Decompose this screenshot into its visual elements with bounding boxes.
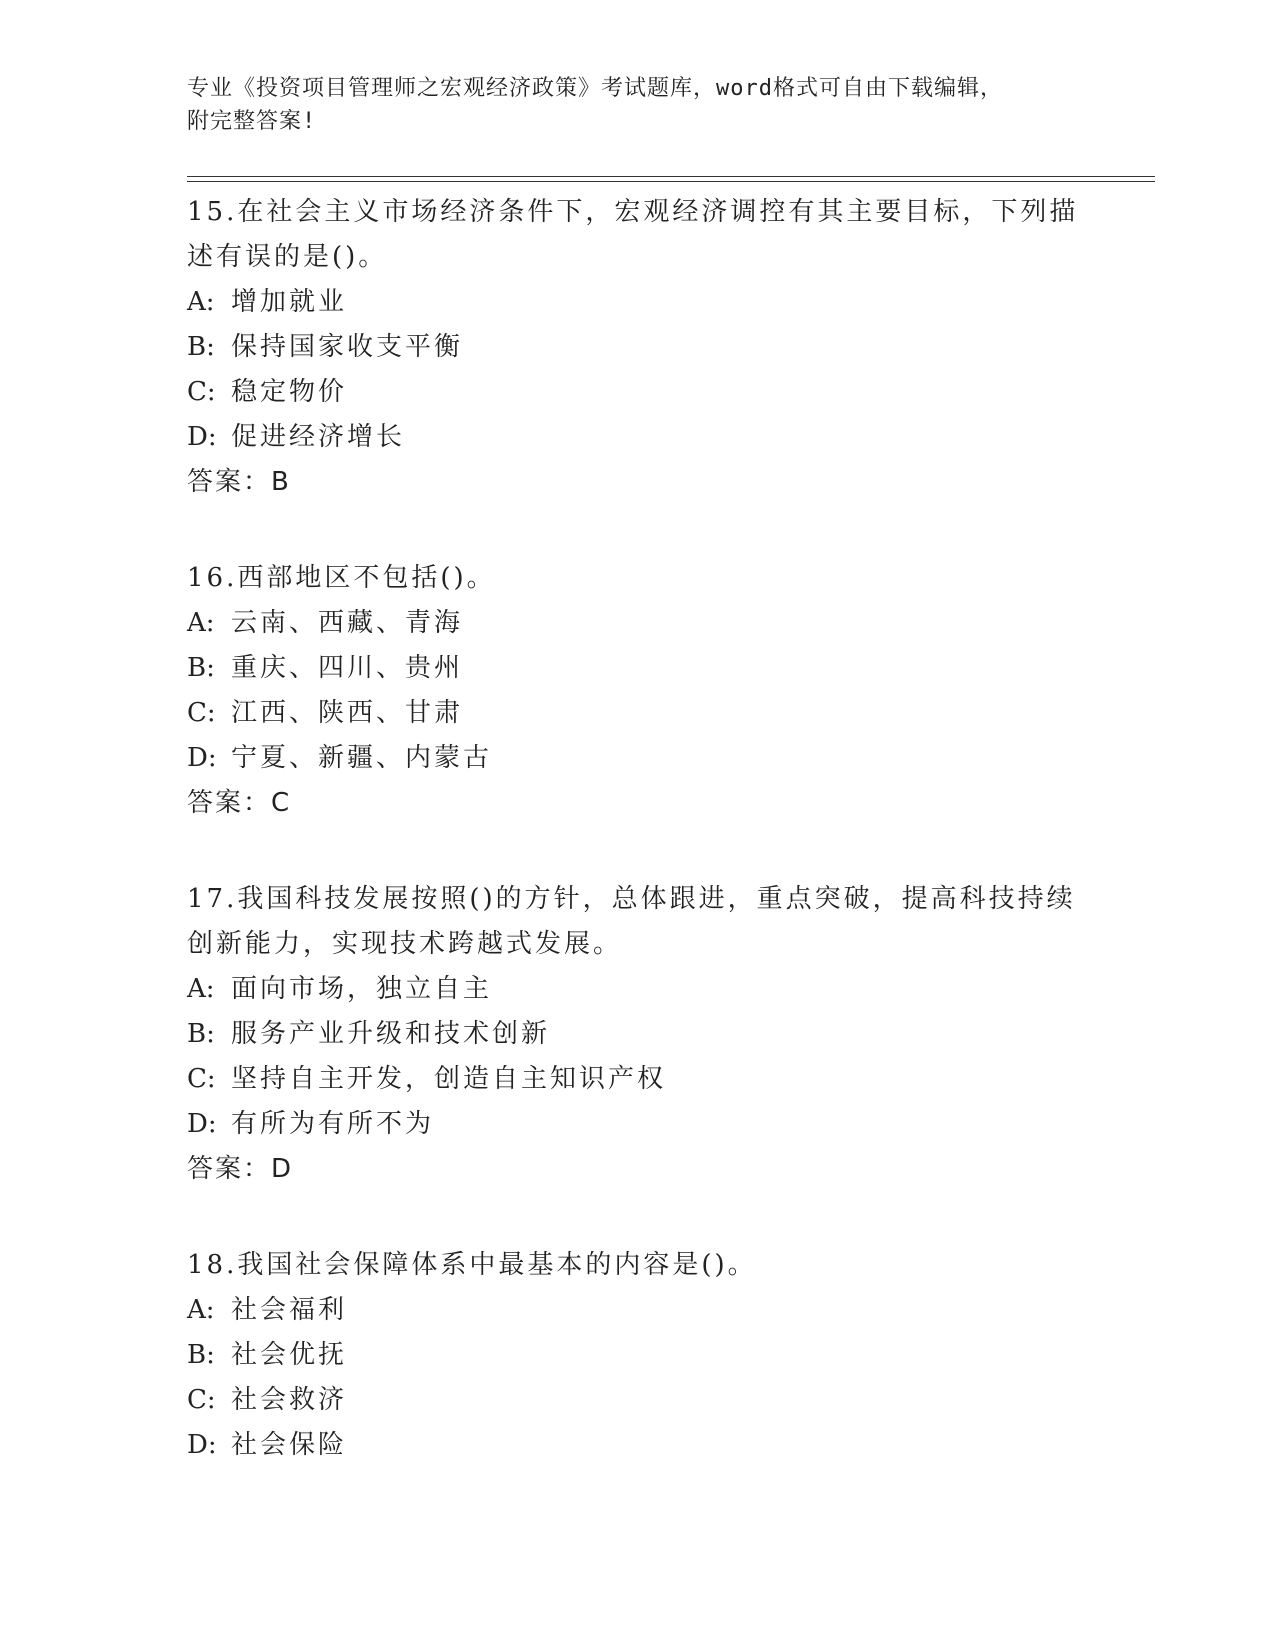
option-text: 社会优抚 bbox=[231, 1340, 348, 1370]
answer-option bbox=[187, 1333, 1087, 1378]
answer-option bbox=[187, 1057, 1087, 1102]
option-text: 坚持自主开发，创造自主知识产权 bbox=[231, 1064, 667, 1094]
answer-key: 答案：C bbox=[187, 788, 292, 818]
option-text: 保持国家收支平衡 bbox=[231, 332, 464, 362]
option-text: 社会福利 bbox=[231, 1295, 348, 1325]
answer-key: 答案：D bbox=[187, 1154, 294, 1184]
question-stem-line: 创新能力，实现技术跨越式发展。 bbox=[187, 929, 623, 959]
question-stem-line: 18.我国社会保障体系中最基本的内容是()。 bbox=[187, 1250, 757, 1280]
header-line-2: 附完整答案! bbox=[187, 109, 317, 134]
option-text: 促进经济增长 bbox=[231, 422, 406, 452]
answer-option bbox=[187, 736, 1087, 781]
question-stem-line: 15.在社会主义市场经济条件下，宏观经济调控有其主要目标，下列描 bbox=[187, 197, 1079, 227]
answer-option bbox=[187, 1378, 1087, 1423]
header-line-1: 专业《投资项目管理师之宏观经济政策》考试题库，word格式可自由下载编辑， bbox=[187, 76, 1003, 101]
option-text: 面向市场，独立自主 bbox=[231, 974, 493, 1004]
question-stem bbox=[187, 877, 1087, 967]
question-stem-line: 17.我国科技发展按照()的方针，总体跟进，重点突破，提高科技持续 bbox=[187, 884, 1076, 914]
option-text: 重庆、四川、贵州 bbox=[231, 653, 464, 683]
option-letter: D: bbox=[187, 743, 217, 773]
answer-option bbox=[187, 967, 1087, 1012]
option-letter: C: bbox=[187, 377, 216, 407]
option-letter: A: bbox=[187, 1295, 215, 1325]
option-letter: D: bbox=[187, 422, 217, 452]
question-spacer bbox=[187, 1192, 1087, 1239]
option-letter: D: bbox=[187, 1109, 217, 1139]
answer-option bbox=[187, 1012, 1087, 1057]
question-block bbox=[187, 190, 1087, 505]
answer-option bbox=[187, 1102, 1087, 1147]
option-text: 宁夏、新疆、内蒙古 bbox=[231, 743, 493, 773]
option-letter: B: bbox=[187, 1340, 215, 1370]
question-stem bbox=[187, 1243, 1087, 1288]
option-text: 江西、陕西、甘肃 bbox=[231, 698, 464, 728]
header-divider-top bbox=[187, 176, 1155, 177]
option-letter: C: bbox=[187, 1064, 216, 1094]
option-letter: D: bbox=[187, 1430, 217, 1460]
answer-option bbox=[187, 415, 1087, 460]
option-letter: B: bbox=[187, 1019, 215, 1049]
answer-option bbox=[187, 601, 1087, 646]
question-stem bbox=[187, 556, 1087, 601]
answer-option bbox=[187, 1288, 1087, 1333]
document-header bbox=[187, 72, 1087, 138]
question-block bbox=[187, 1243, 1087, 1468]
answer-option bbox=[187, 280, 1087, 325]
option-text: 社会救济 bbox=[231, 1385, 348, 1415]
option-letter: A: bbox=[187, 608, 215, 638]
option-letter: A: bbox=[187, 974, 215, 1004]
option-text: 云南、西藏、青海 bbox=[231, 608, 464, 638]
option-letter: B: bbox=[187, 332, 215, 362]
header-divider-bottom bbox=[187, 181, 1155, 182]
option-text: 稳定物价 bbox=[231, 377, 348, 407]
answer-option bbox=[187, 370, 1087, 415]
option-text: 增加就业 bbox=[231, 287, 348, 317]
question-list bbox=[187, 186, 1087, 1468]
answer-option bbox=[187, 1423, 1087, 1468]
question-block bbox=[187, 556, 1087, 826]
option-text: 有所为有所不为 bbox=[231, 1109, 435, 1139]
question-block bbox=[187, 877, 1087, 1192]
question-stem-line: 述有误的是()。 bbox=[187, 242, 388, 272]
question-stem bbox=[187, 190, 1087, 280]
question-stem-line: 16.西部地区不包括()。 bbox=[187, 563, 496, 593]
option-letter: B: bbox=[187, 653, 215, 683]
answer-option bbox=[187, 325, 1087, 370]
option-text: 社会保险 bbox=[231, 1430, 348, 1460]
question-spacer bbox=[187, 505, 1087, 552]
option-text: 服务产业升级和技术创新 bbox=[231, 1019, 551, 1049]
answer-key: 答案：B bbox=[187, 467, 291, 497]
answer-option bbox=[187, 646, 1087, 691]
option-letter: C: bbox=[187, 1385, 216, 1415]
option-letter: A: bbox=[187, 287, 215, 317]
answer-option bbox=[187, 691, 1087, 736]
option-letter: C: bbox=[187, 698, 216, 728]
question-spacer bbox=[187, 826, 1087, 873]
